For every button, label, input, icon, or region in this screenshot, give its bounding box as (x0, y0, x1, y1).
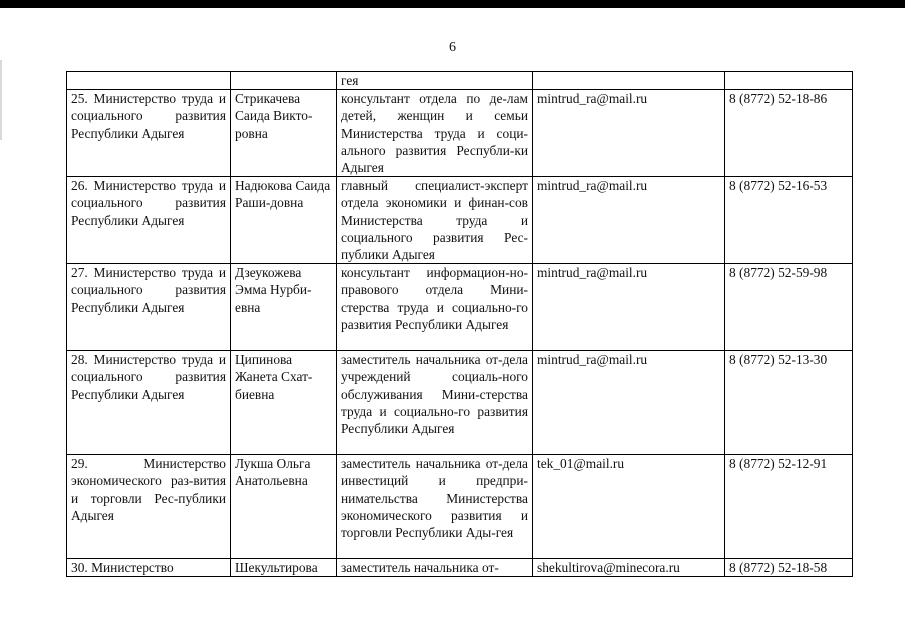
position-cell: консультант отдела по де-лам детей, женщин и семьи Министерства труда и соци-ального развития Республи-ки Адыгея (337, 90, 533, 177)
org-cell: 30. Министерство (67, 559, 231, 577)
position-cell: гея (337, 72, 533, 90)
phone-cell (725, 72, 853, 90)
email-cell: mintrud_ra@mail.ru (533, 90, 725, 177)
position-cell: главный специалист-эксперт отдела экономики и финан-сов Министерства труда и социального развития Рес-публики Адыгея (337, 177, 533, 264)
table-row (67, 90, 853, 177)
contacts-table (66, 71, 853, 577)
phone-cell: 8 (8772) 52-12-91 (725, 455, 853, 559)
name-cell: Стрикачева Саида Викто-ровна (231, 90, 337, 177)
phone-cell: 8 (8772) 52-16-53 (725, 177, 853, 264)
position-cell: заместитель начальника от-дела инвестиций и предпри-нимательства Министерства экономического развития и торговли Республики Ады-гея (337, 455, 533, 559)
email-cell: shekultirova@minecora.ru (533, 559, 725, 577)
email-cell: mintrud_ra@mail.ru (533, 351, 725, 455)
phone-cell: 8 (8772) 52-13-30 (725, 351, 853, 455)
org-cell: 27. Министерство труда и социального развития Республики Адыгея (67, 264, 231, 351)
phone-cell: 8 (8772) 52-18-58 (725, 559, 853, 577)
org-cell (67, 72, 231, 90)
org-cell: 28. Министерство труда и социального развития Республики Адыгея (67, 351, 231, 455)
phone-cell: 8 (8772) 52-59-98 (725, 264, 853, 351)
position-cell: заместитель начальника от-дела учреждений социаль-ного обслуживания Мини-стерства труда и социально-го развития Республики Адыгея (337, 351, 533, 455)
position-cell: заместитель начальника от- (337, 559, 533, 577)
org-cell: 26. Министерство труда и социального развития Республики Адыгея (67, 177, 231, 264)
name-cell: Надюкова Саида Раши-довна (231, 177, 337, 264)
email-cell: mintrud_ra@mail.ru (533, 177, 725, 264)
email-cell: tek_01@mail.ru (533, 455, 725, 559)
name-cell: Ципинова Жанета Схат-биевна (231, 351, 337, 455)
org-cell: 29. Министерство экономического раз-вития и торговли Рес-публики Адыгея (67, 455, 231, 559)
scan-left-edge (0, 60, 2, 140)
table-row (67, 351, 853, 455)
page-number: 6 (449, 40, 456, 55)
phone-cell: 8 (8772) 52-18-86 (725, 90, 853, 177)
table-row (67, 455, 853, 559)
name-cell (231, 72, 337, 90)
email-cell: mintrud_ra@mail.ru (533, 264, 725, 351)
scan-top-border (0, 0, 905, 8)
table-row (67, 559, 853, 577)
table-row (67, 264, 853, 351)
table-row (67, 177, 853, 264)
org-cell: 25. Министерство труда и социального развития Республики Адыгея (67, 90, 231, 177)
table-row (67, 72, 853, 90)
name-cell: Шекультирова (231, 559, 337, 577)
position-cell: консультант информацион-но-правового отдела Мини-стерства труда и социально-го развития Республики Адыгея (337, 264, 533, 351)
name-cell: Лукша Ольга Анатольевна (231, 455, 337, 559)
email-cell (533, 72, 725, 90)
name-cell: Дзеукожева Эмма Нурби-евна (231, 264, 337, 351)
